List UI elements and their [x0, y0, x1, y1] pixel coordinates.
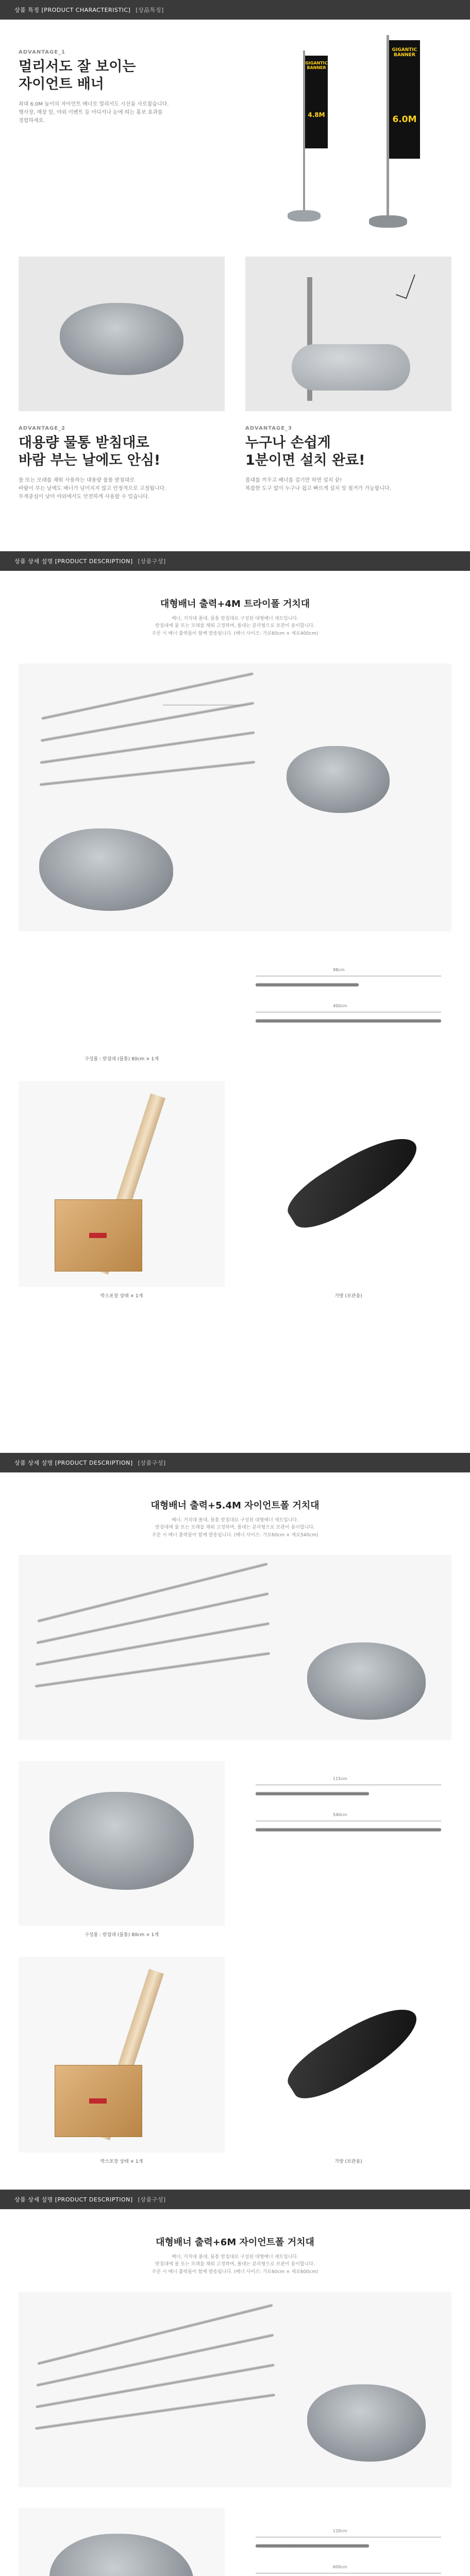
- dimension-short: 120cm: [333, 2529, 347, 2533]
- product-header: [0, 2235, 470, 2276]
- advantage-text: 최대 6.0M 높이의 자이언트 배너로 멀리서도 시선을 사로잡습니다. 행사장, 매장 앞, 야외 이벤트 등 어디서나 눈에 띄는 홍보 효과를 경험하세요.: [19, 101, 169, 124]
- box-photo: [19, 1081, 225, 1287]
- advantage-label: ADVANTAGE_2: [19, 426, 65, 431]
- advantage-text: 물 또는 모래를 채워 사용하는 대용량 물통 받침대로 바람이 부는 날에도 배너가 넘어지지 않고 안정적으로 고정됩니다. 무게중심이 낮아 야외에서도 안전하게 사용할 수 있습니다.: [19, 477, 166, 500]
- product-desc: 배너, 거치대 폴대, 물통 받침대로 구성된 대형배너 세트입니다. 받침대에 물 또는 모래를 채워 고정하며, 폴대는 분리형으로 보관이 용이합니다. 주문 시 배너 출력물이 함께 발송됩니다. (배너 사이즈: 가로60cm × 세로400cm): [152, 616, 318, 636]
- dimension-long: 540cm: [333, 1812, 347, 1817]
- product-title: 대형배너 출력+6M 자이언트폴 거치대: [156, 2237, 314, 2248]
- base-photo: [19, 1761, 225, 1926]
- water-base: [288, 210, 321, 222]
- section-label-en: [PRODUCT DESCRIPTION]: [55, 557, 133, 565]
- bag-photo: [245, 1081, 451, 1287]
- banner-flag-large: [389, 40, 420, 159]
- caption-box: 박스포장 상태 × 1개: [100, 2159, 143, 2164]
- product-3: [0, 2209, 470, 2576]
- water-base-image: [307, 1642, 426, 1720]
- pole-detail: [245, 952, 451, 1055]
- section-label-en: [PRODUCT DESCRIPTION]: [55, 1459, 133, 1466]
- giant-banner-illustration: [242, 35, 459, 236]
- components-photo: [19, 2292, 451, 2487]
- box-image: [55, 1199, 142, 1272]
- pole-image: [37, 2303, 273, 2365]
- caption-base: 구성품 : 받침대 (물통) 80cm × 1개: [85, 1933, 159, 1938]
- banner-flag-small: [305, 56, 328, 148]
- advantage-2-3: [0, 246, 470, 535]
- advantage-title: 대용량 물통 받침대로 바람 부는 날에도 안심!: [19, 435, 161, 468]
- caption-bag: 가방 (보관용): [334, 2159, 362, 2164]
- bag-photo: [245, 1957, 451, 2153]
- water-base-image: [49, 1792, 194, 1890]
- pole-detail: [245, 2518, 451, 2576]
- product-title: 대형배너 출력+4M 트라이폴 거치대: [160, 599, 310, 609]
- water-base: [369, 215, 407, 228]
- water-base-image: [49, 2534, 194, 2576]
- advantage-3-text: [245, 426, 451, 493]
- bag-image: [280, 1124, 427, 1240]
- pole-image: [40, 760, 255, 786]
- box-image: [55, 2065, 142, 2137]
- section-label: 상품 상세 설명: [14, 558, 53, 565]
- advantage-text: 폴대를 끼우고 배너를 걸기만 하면 설치 끝! 복잡한 도구 없이 누구나 쉽고 빠르게 설치 및 철거가 가능합니다.: [245, 477, 391, 492]
- bag-image: [280, 1994, 427, 2110]
- advantage-1-text: [19, 49, 189, 125]
- pole-image: [36, 2363, 275, 2409]
- advantage-title: 누구나 손쉽게 1분이면 설치 완료!: [245, 435, 365, 468]
- pole-detail: [245, 1766, 451, 1869]
- advantage-label: ADVANTAGE_1: [19, 49, 65, 55]
- section-bar-description-2: [0, 1453, 470, 1472]
- water-base-image: [307, 2384, 426, 2462]
- advantage-2-text: [19, 426, 225, 501]
- flag-size-label: 4.8M: [308, 111, 325, 118]
- box-label: [89, 1233, 107, 1238]
- section-bar-characteristics: [0, 0, 470, 20]
- water-base-image: [39, 828, 173, 911]
- water-base-image: [287, 746, 390, 813]
- caption-bag: 가방 (보관용): [334, 1294, 362, 1299]
- advantage-label: ADVANTAGE_3: [245, 426, 292, 431]
- product-desc: 배너, 거치대 폴대, 물통 받침대로 구성된 대형배너 세트입니다. 받침대에 물 또는 모래를 채워 고정하며, 폴대는 분리형으로 보관이 용이합니다. 주문 시 배너 출력물이 함께 발송됩니다. (배너 사이즈: 가로60cm × 세로540cm): [152, 1518, 318, 1538]
- pole-image: [36, 1592, 268, 1645]
- section-label: 상품 상세 설명: [14, 1460, 53, 1466]
- section-bar-description-1: [0, 551, 470, 571]
- pole-image: [256, 1019, 441, 1023]
- product-1: [0, 571, 470, 1447]
- pole-image: [37, 2333, 274, 2387]
- flag-sub-label: GIGANTIC BANNER: [305, 61, 328, 70]
- section-label-en: [PRODUCT DESCRIPTION]: [55, 2196, 133, 2203]
- components-photo: [19, 664, 451, 931]
- box-photo: [19, 1957, 225, 2153]
- dimension-long: 400cm: [333, 1004, 347, 1008]
- dimension-short: 98cm: [333, 968, 345, 972]
- section-label: 상품 상세 설명: [14, 2196, 53, 2203]
- caption-base: 구성품 : 받침대 (물통) 80cm × 1개: [85, 1057, 159, 1062]
- product-2: [0, 1472, 470, 2183]
- pole-image: [256, 1828, 441, 1832]
- pole-image: [256, 983, 359, 987]
- section-label: 상품 특징: [14, 7, 40, 13]
- pole-image: [256, 2544, 369, 2548]
- section-label-en: [PRODUCT CHARACTERISTIC]: [41, 6, 131, 13]
- setup-photo: [245, 257, 451, 411]
- components-photo: [19, 1555, 451, 1740]
- box-label: [89, 2098, 107, 2104]
- section-bar-description-3: [0, 2190, 470, 2209]
- product-title: 대형배너 출력+5.4M 자이언트폴 거치대: [150, 1500, 320, 1511]
- arrow-icon: [396, 271, 415, 299]
- advantage-title: 멀리서도 잘 보이는 자이언트 배너: [19, 59, 136, 92]
- water-base-photo: [19, 257, 225, 411]
- section-label-kr: [상品특징]: [136, 7, 164, 13]
- pole-image: [37, 1562, 268, 1622]
- dimension-short: 115cm: [333, 1776, 347, 1781]
- section-label-kr: [상품구성]: [138, 2196, 166, 2203]
- flag-size-label: 6.0M: [392, 114, 417, 125]
- water-base-image: [60, 303, 183, 375]
- connector-image: [292, 344, 410, 391]
- product-header: [0, 1498, 470, 1539]
- advantage-1: [0, 20, 470, 246]
- base-photo: [19, 2508, 225, 2576]
- flag-sub-label: GIGANTIC BANNER: [392, 47, 417, 58]
- pole-image: [41, 672, 254, 720]
- section-label-kr: [상품구성]: [138, 1460, 166, 1466]
- caption-box: 박스포장 상태 × 1개: [100, 1294, 143, 1299]
- pole-image: [256, 1792, 369, 1795]
- dimension-long: 600cm: [333, 2565, 347, 2569]
- section-label-kr: [상품구성]: [138, 558, 166, 565]
- product-desc: 배너, 거치대 폴대, 물통 받침대로 구성된 대형배너 세트입니다. 받침대에 물 또는 모래를 채워 고정하며, 폴대는 분리형으로 보관이 용이합니다. 주문 시 배너 출력물이 함께 발송됩니다. (배너 사이즈: 가로60cm × 세로600cm): [152, 2255, 318, 2275]
- product-header: [0, 597, 470, 637]
